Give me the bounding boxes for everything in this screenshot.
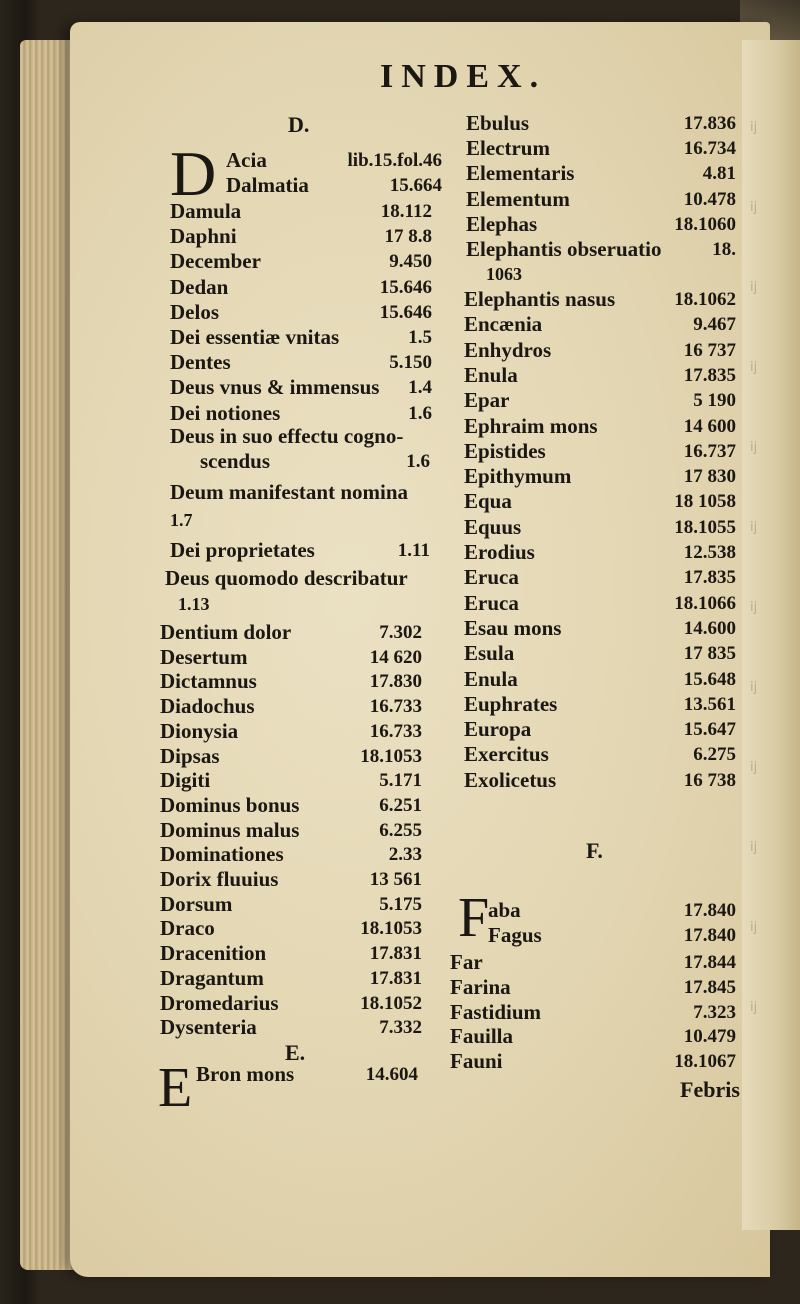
entry-ref: 18.1053 (360, 918, 422, 940)
entry-term: Dei proprietates (170, 538, 315, 562)
entry-term: Dorsum (160, 891, 233, 916)
entry-ref: 6.251 (379, 794, 422, 816)
entry-term: Dictamnus (160, 669, 257, 694)
entry-term: Fauilla (450, 1024, 514, 1049)
index-entry (450, 975, 736, 1000)
index-entry (170, 249, 432, 274)
entry-term: Exolicetus (464, 767, 557, 792)
index-entry (160, 768, 422, 793)
index-entry (160, 694, 422, 719)
entry-term: Dalmatia (226, 173, 309, 197)
index-entry (170, 325, 432, 350)
entry-term: Epithymum (464, 464, 572, 489)
entry-term: Eruca (464, 590, 519, 615)
entry-ref: 10.478 (683, 188, 736, 210)
entry-ref: 1.7 (170, 510, 193, 530)
index-entry (488, 923, 736, 948)
bleed-mark: ij (750, 360, 758, 375)
entry-ref: 14 600 (683, 415, 736, 437)
entry-term: Desertum (160, 644, 248, 669)
entry-ref: 9.450 (389, 251, 432, 273)
index-entry (160, 719, 422, 744)
index-entry (170, 275, 432, 300)
index-entry (464, 363, 736, 388)
entry-term: Euphrates (464, 691, 558, 716)
entry-term: Dei essentiæ vnitas (170, 325, 340, 349)
entry-ref: 15.664 (389, 175, 442, 196)
entry-term: Dracenition (160, 941, 267, 966)
index-entry (160, 916, 422, 941)
entry-ref: 17.831 (369, 967, 422, 989)
entry-ref: 15.647 (683, 719, 736, 741)
entry-term: Esula (464, 641, 515, 666)
entry-ref: 17.844 (683, 952, 736, 973)
entry-ref: 17.840 (683, 925, 736, 946)
entry-term: Dragantum (160, 965, 264, 990)
entry-ref: 18 1058 (674, 491, 736, 513)
entry-ref: 17.831 (369, 943, 422, 965)
entry-term: Farina (450, 974, 511, 999)
entry-ref: 16.734 (683, 138, 736, 160)
entry-ref: 16 737 (683, 339, 736, 361)
index-entry (450, 1000, 736, 1025)
index-entry-line: Deus in suo effectu cogno- (170, 424, 404, 448)
drop-cap-e: E (158, 1057, 193, 1119)
entry-ref: 15.646 (379, 301, 432, 323)
entry-ref: 18. (712, 239, 736, 260)
index-entry (160, 941, 422, 966)
entry-ref: 17 835 (683, 643, 736, 665)
entry-ref: 18.1052 (360, 992, 422, 1014)
index-entry (450, 1024, 736, 1049)
entry-ref: 17.830 (369, 671, 422, 693)
index-entry (450, 950, 736, 975)
entry-ref: 1.11 (397, 540, 430, 561)
entry-term: Daphni (170, 224, 237, 249)
index-entry (464, 388, 736, 413)
index-entry (464, 540, 736, 565)
entry-term: December (170, 249, 261, 274)
index-entry (160, 1015, 422, 1040)
entry-ref: 1.4 (408, 377, 432, 399)
entry-ref: 1.6 (408, 402, 432, 424)
entry-ref: 17.845 (683, 976, 736, 998)
index-entry (488, 898, 736, 923)
entry-term: Ephraim mons (464, 413, 598, 438)
entry-ref: 7.332 (379, 1017, 422, 1039)
entry-ref: 14.600 (683, 617, 736, 639)
index-entry (170, 224, 432, 249)
index-entry (464, 464, 736, 489)
bleed-mark: ij (750, 1000, 758, 1015)
entry-ref: 2.33 (388, 844, 422, 866)
entry-ref: 17 830 (683, 466, 736, 488)
index-entry (464, 565, 736, 590)
entry-term: Epar (464, 388, 510, 413)
entry-term: Dromedarius (160, 990, 279, 1015)
index-entry (466, 237, 736, 262)
index-entry (464, 439, 736, 464)
index-entry (160, 669, 422, 694)
entry-term: Enula (464, 362, 518, 387)
entry-ref: 1.5 (408, 327, 432, 348)
section-heading-e: E. (285, 1040, 306, 1065)
drop-cap-f: F (458, 887, 490, 949)
index-entry (464, 338, 736, 363)
entry-term: Electrum (466, 136, 550, 161)
entry-term: Dysenteria (160, 1015, 257, 1040)
index-entry (160, 620, 422, 645)
index-entry (464, 667, 736, 692)
entry-ref: 7.323 (693, 1001, 736, 1023)
index-entry (160, 645, 422, 670)
index-entry (196, 1062, 418, 1087)
section-heading-d: D. (288, 112, 310, 137)
index-entry-line: Deum manifestant nomina (170, 480, 409, 504)
entry-term: aba (488, 898, 521, 922)
index-entry (466, 187, 736, 212)
bleed-mark: ij (750, 200, 758, 215)
entry-term: Dorix fluuius (160, 867, 279, 891)
entry-ref: 17.835 (683, 567, 736, 589)
entry-term: Elementum (466, 186, 570, 211)
page-title: INDEX. (380, 58, 547, 95)
entry-ref: 17.836 (683, 113, 736, 134)
index-entry (464, 312, 736, 337)
entry-term: Elephantis obseruatio (466, 237, 662, 261)
index-entry (226, 148, 442, 173)
entry-ref: 9.467 (693, 314, 736, 336)
entry-term: Delos (170, 299, 219, 324)
entry-ref: 13 561 (369, 869, 422, 890)
entry-term: Ebulus (466, 111, 530, 135)
entry-term: Dionysia (160, 718, 239, 743)
entry-term: Diadochus (160, 694, 255, 719)
entry-ref: 7.302 (379, 622, 422, 643)
index-entry (160, 991, 422, 1016)
index-entry (464, 616, 736, 641)
entry-term: Fastidium (450, 999, 542, 1024)
catchword: Febris (680, 1077, 740, 1102)
index-entry (170, 401, 432, 426)
entry-ref: 17.840 (683, 900, 736, 921)
index-entry (170, 375, 432, 400)
index-entry-line: Deus quomodo describatur (165, 566, 408, 590)
entry-term: Equa (464, 489, 512, 514)
index-entry (464, 489, 736, 514)
entry-ref: 5.175 (379, 893, 422, 915)
entry-ref: 6.275 (693, 744, 736, 766)
entry-term: Eruca (464, 565, 519, 590)
drop-cap-d: D (170, 138, 217, 209)
entry-ref: 14.604 (365, 1064, 418, 1085)
entry-ref: 17 8.8 (384, 226, 432, 248)
entry-term: Exercitus (464, 742, 549, 767)
entry-ref: 18.1066 (674, 592, 736, 614)
index-entry (464, 414, 736, 439)
index-entry (170, 300, 432, 325)
bleed-mark: ij (750, 600, 758, 615)
entry-ref: 18.1062 (674, 289, 736, 310)
index-entry (464, 641, 736, 666)
entry-ref: lib.15.fol.46 (347, 150, 442, 171)
index-entry (464, 591, 736, 616)
index-entry (450, 1049, 736, 1074)
entry-ref: 5.150 (389, 352, 432, 374)
entry-ref: 18.1060 (674, 213, 736, 235)
bleed-mark: ij (750, 840, 758, 855)
entry-ref: 14 620 (369, 646, 422, 668)
entry-term: Draco (160, 916, 215, 941)
entry-ref: 1.6 (406, 451, 430, 472)
entry-ref: 18.1067 (674, 1051, 736, 1073)
entry-term: Acia (226, 148, 267, 172)
index-entry (466, 212, 736, 237)
entry-ref: 6.255 (379, 819, 422, 841)
entry-ref: 18.1053 (360, 745, 422, 767)
entry-term: Epistides (464, 438, 546, 463)
section-heading-f: F. (586, 838, 603, 863)
index-entry (160, 867, 422, 892)
entry-ref: 16.737 (683, 440, 736, 462)
entry-term: Dentes (170, 350, 231, 375)
entry-term: Dedan (170, 274, 229, 299)
entry-ref: 16 738 (683, 769, 736, 791)
bleed-mark: ij (750, 760, 758, 775)
entry-ref: 4.81 (702, 163, 736, 185)
entry-ref: 16.733 (369, 696, 422, 718)
bleed-mark: ij (750, 440, 758, 455)
entry-term: Bron mons (196, 1062, 295, 1086)
entry-term: Dominationes (160, 842, 284, 867)
index-entry (160, 793, 422, 818)
index-entry (160, 842, 422, 867)
entry-term: Dominus malus (160, 817, 300, 842)
entry-term: Elephantis nasus (464, 287, 616, 311)
entry-term: Dei notiones (170, 400, 281, 425)
entry-ref: 16.733 (369, 720, 422, 742)
index-entry (170, 350, 432, 375)
index-entry (170, 538, 430, 563)
entry-term: Fagus (488, 923, 542, 947)
bleed-mark: ij (750, 120, 758, 135)
entry-term: Far (450, 950, 483, 974)
index-entry (464, 287, 736, 312)
index-entry (466, 136, 736, 161)
index-entry (466, 111, 736, 136)
entry-term: Deus vnus & immensus (170, 375, 380, 400)
index-entry (200, 449, 430, 474)
entry-term: Fauni (450, 1049, 503, 1074)
entry-term: Equus (464, 514, 522, 539)
entry-ref: 5 190 (693, 390, 736, 412)
entry-term: Dentium dolor (160, 620, 292, 644)
entry-ref: 1.13 (178, 594, 210, 614)
index-entry (160, 744, 422, 769)
entry-ref: 10.479 (683, 1026, 736, 1048)
entry-ref: 15.646 (379, 276, 432, 298)
entry-term: Dominus bonus (160, 792, 300, 817)
entry-term: Europa (464, 717, 532, 742)
entry-term: Esau mons (464, 615, 562, 640)
entry-ref: 15.648 (683, 668, 736, 690)
entry-ref: 5.171 (379, 770, 422, 792)
index-entry (226, 173, 442, 198)
index-entry (160, 818, 422, 843)
entry-ref: 1063 (486, 264, 522, 284)
entry-term: Elementaris (466, 161, 575, 186)
entry-term: Enhydros (464, 337, 552, 362)
index-entry (160, 892, 422, 917)
entry-term: Dipsas (160, 743, 220, 768)
bleed-mark: ij (750, 520, 758, 535)
index-entry (466, 161, 736, 186)
entry-term: Elephas (466, 211, 538, 236)
index-entry (170, 199, 432, 224)
entry-ref: 18.112 (380, 201, 432, 222)
entry-ref: 18.1055 (674, 516, 736, 538)
entry-ref: 17.835 (683, 364, 736, 386)
index-entry (160, 966, 422, 991)
index-entry (464, 742, 736, 767)
index-entry (464, 515, 736, 540)
entry-ref: 13.561 (683, 693, 736, 715)
index-entry (464, 768, 736, 793)
index-entry (464, 692, 736, 717)
entry-ref: 12.538 (683, 542, 736, 563)
entry-term: Digiti (160, 768, 211, 793)
entry-term: Encænia (464, 312, 543, 337)
bleed-mark: ij (750, 280, 758, 295)
facing-page-edge (742, 40, 800, 1230)
entry-term: Enula (464, 666, 518, 691)
entry-term: Erodius (464, 540, 535, 564)
bleed-mark: ij (750, 680, 758, 695)
index-entry (464, 717, 736, 742)
bleed-mark: ij (750, 920, 758, 935)
entry-term: scendus (200, 449, 271, 473)
entry-term: Damula (170, 199, 242, 223)
